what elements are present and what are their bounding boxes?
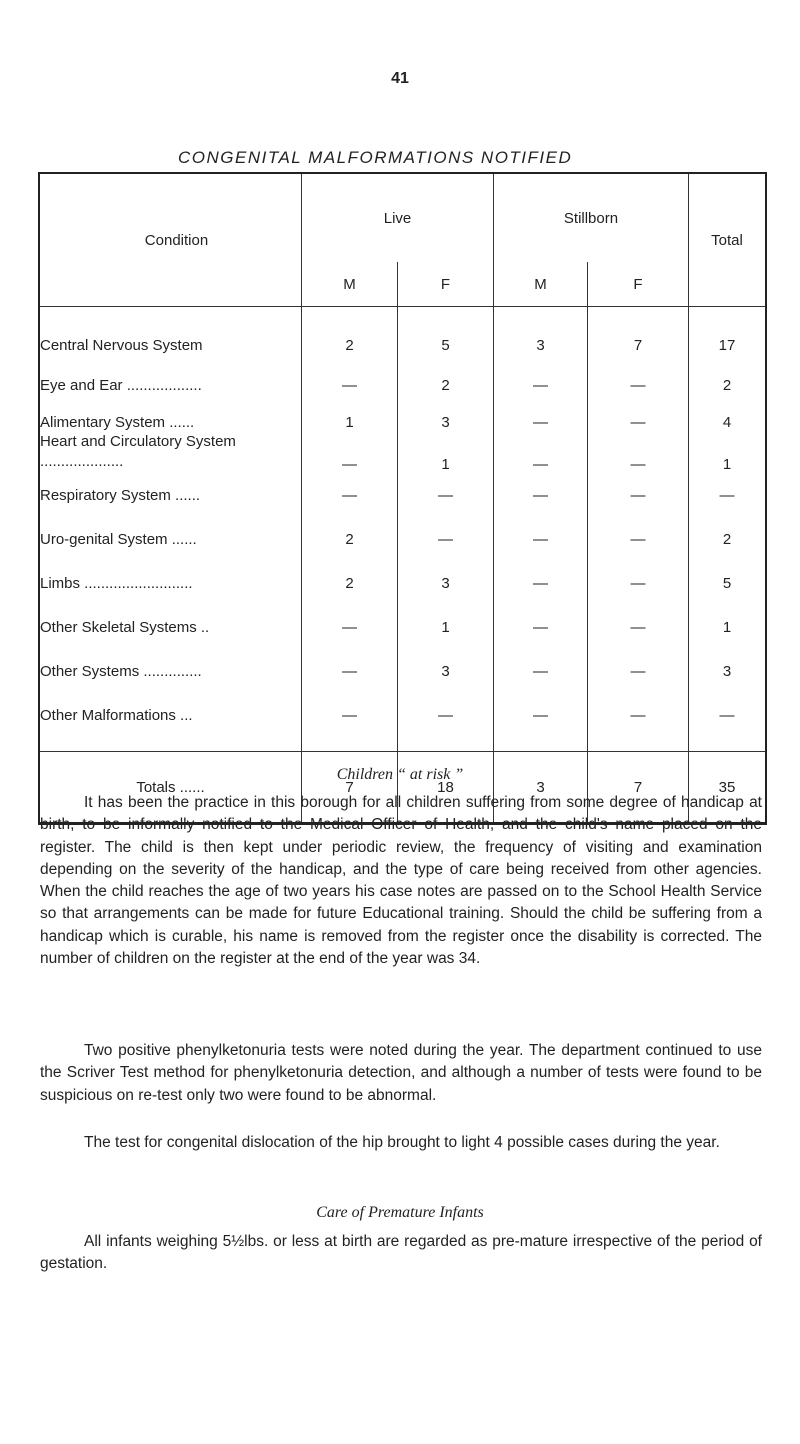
- table-row: [39, 365, 766, 405]
- section-heading-premature-infants: Care of Premature Infants: [316, 1204, 484, 1221]
- cell-total: 5: [689, 561, 767, 605]
- cell-still-f: —: [588, 405, 689, 431]
- total-live-m: 7: [302, 752, 398, 824]
- header-live-f: F: [398, 262, 494, 306]
- cell-live-f: 1: [398, 605, 494, 649]
- cell-still-f: —: [588, 649, 689, 693]
- header-stillborn-m: M: [494, 262, 588, 306]
- totals-label: Totals ......: [39, 752, 302, 824]
- cell-still-m: —: [494, 649, 588, 693]
- row-condition: Other Skeletal Systems ..: [40, 618, 210, 636]
- cell-live-f: 3: [398, 561, 494, 605]
- total-grand: 35: [689, 752, 767, 824]
- paragraph-premature-infants: All infants weighing 5½lbs. or less at birth are regarded as pre-mature irrespective of the period of gestation.: [40, 1233, 762, 1273]
- table-row: [39, 517, 766, 561]
- header-live-m: M: [302, 262, 398, 306]
- row-condition: Other Systems ..............: [40, 662, 202, 680]
- malformations-table: [38, 172, 767, 825]
- cell-still-m: 3: [494, 307, 588, 366]
- cell-live-m: 2: [302, 307, 398, 366]
- cell-live-m: 2: [302, 561, 398, 605]
- cell-live-f: 2: [398, 365, 494, 405]
- cell-live-m: 2: [302, 517, 398, 561]
- cell-still-f: —: [588, 473, 689, 517]
- cell-total: 17: [689, 307, 767, 366]
- row-condition: Limbs ..........................: [40, 574, 193, 592]
- cell-still-f: —: [588, 561, 689, 605]
- cell-still-m: —: [494, 605, 588, 649]
- cell-live-m: —: [302, 365, 398, 405]
- page-title: CONGENITAL MALFORMATIONS NOTIFIED: [178, 148, 573, 167]
- table-row: [39, 649, 766, 693]
- row-condition: Central Nervous System: [40, 336, 203, 354]
- cell-total: —: [689, 693, 767, 752]
- row-condition: Other Malformations ...: [40, 706, 193, 724]
- total-still-f: 7: [588, 752, 689, 824]
- total-live-f: 18: [398, 752, 494, 824]
- cell-live-f: —: [398, 473, 494, 517]
- cell-still-f: —: [588, 365, 689, 405]
- table-row: [39, 405, 766, 431]
- header-total: Total: [689, 173, 767, 306]
- total-still-m: 3: [494, 752, 588, 824]
- cell-live-m: 1: [302, 405, 398, 431]
- cell-still-f: —: [588, 431, 689, 473]
- header-stillborn: Stillborn: [494, 173, 689, 262]
- section-heading-children-at-risk: Children “ at risk ”: [336, 766, 464, 783]
- cell-live-m: —: [302, 473, 398, 517]
- cell-total: —: [689, 473, 767, 517]
- cell-still-m: —: [494, 405, 588, 431]
- cell-still-f: 7: [588, 307, 689, 366]
- row-condition: Alimentary System ......: [40, 414, 195, 431]
- cell-still-m: —: [494, 561, 588, 605]
- cell-still-m: —: [494, 517, 588, 561]
- header-stillborn-f: F: [588, 262, 689, 306]
- paragraph-phenylketonuria: Two positive phenylketonuria tests were noted during the year. The department continued to use the Scriver Test method for phenylketonuria detection, and although a number of tests were found to be suspicious on re-test only two were found to be abnormal.: [40, 1042, 762, 1104]
- header-live: Live: [302, 173, 494, 262]
- paragraph-hip-dislocation: The test for congenital dislocation of the hip brought to light 4 possible cases during the year.: [84, 1134, 720, 1151]
- cell-live-m: —: [302, 431, 398, 473]
- cell-total: 4: [689, 405, 767, 431]
- cell-live-f: 5: [398, 307, 494, 366]
- cell-total: 2: [689, 517, 767, 561]
- table-row: [39, 473, 766, 517]
- table-row: [39, 431, 766, 473]
- header-condition: Condition: [144, 231, 209, 249]
- table-row: [39, 605, 766, 649]
- cell-still-f: —: [588, 693, 689, 752]
- page-number: 41: [391, 70, 409, 87]
- cell-still-m: —: [494, 473, 588, 517]
- cell-still-f: —: [588, 605, 689, 649]
- cell-live-f: 1: [398, 431, 494, 473]
- cell-live-m: —: [302, 693, 398, 752]
- cell-live-m: —: [302, 649, 398, 693]
- cell-live-m: —: [302, 605, 398, 649]
- table-row: [39, 693, 766, 752]
- cell-still-m: —: [494, 365, 588, 405]
- cell-live-f: 3: [398, 649, 494, 693]
- table-row: [39, 307, 766, 366]
- cell-total: 3: [689, 649, 767, 693]
- row-condition: Eye and Ear ..................: [40, 376, 202, 394]
- cell-live-f: —: [398, 693, 494, 752]
- cell-live-f: 3: [398, 405, 494, 431]
- paragraph-children-at-risk: It has been the practice in this borough for all children suffering from some degree of handicap at birth, to be informally notified to the Medical Officer of Health, and the child's name placed on the register. The child is then kept under periodic review, the frequency of visiting and examination depending on the severity of the handicap, and the type of care being received from other agencies. When the child reaches the age of two years his case notes are passed on to the School Health Service so that arrangements can be made for future Educational training. Should the child be suffering from a handicap which is curable, his name is removed from the register once the disability is corrected. The number of children on the register at the end of the year was 34.: [40, 794, 762, 968]
- cell-still-m: —: [494, 693, 588, 752]
- cell-total: 2: [689, 365, 767, 405]
- row-condition: Respiratory System ......: [40, 486, 201, 504]
- row-condition: Heart and Circulatory System ....................: [40, 433, 236, 470]
- table-row: [39, 561, 766, 605]
- cell-still-f: —: [588, 517, 689, 561]
- cell-live-f: —: [398, 517, 494, 561]
- row-condition: Uro-genital System ......: [40, 530, 197, 548]
- cell-total: 1: [689, 431, 767, 473]
- cell-total: 1: [689, 605, 767, 649]
- cell-still-m: —: [494, 431, 588, 473]
